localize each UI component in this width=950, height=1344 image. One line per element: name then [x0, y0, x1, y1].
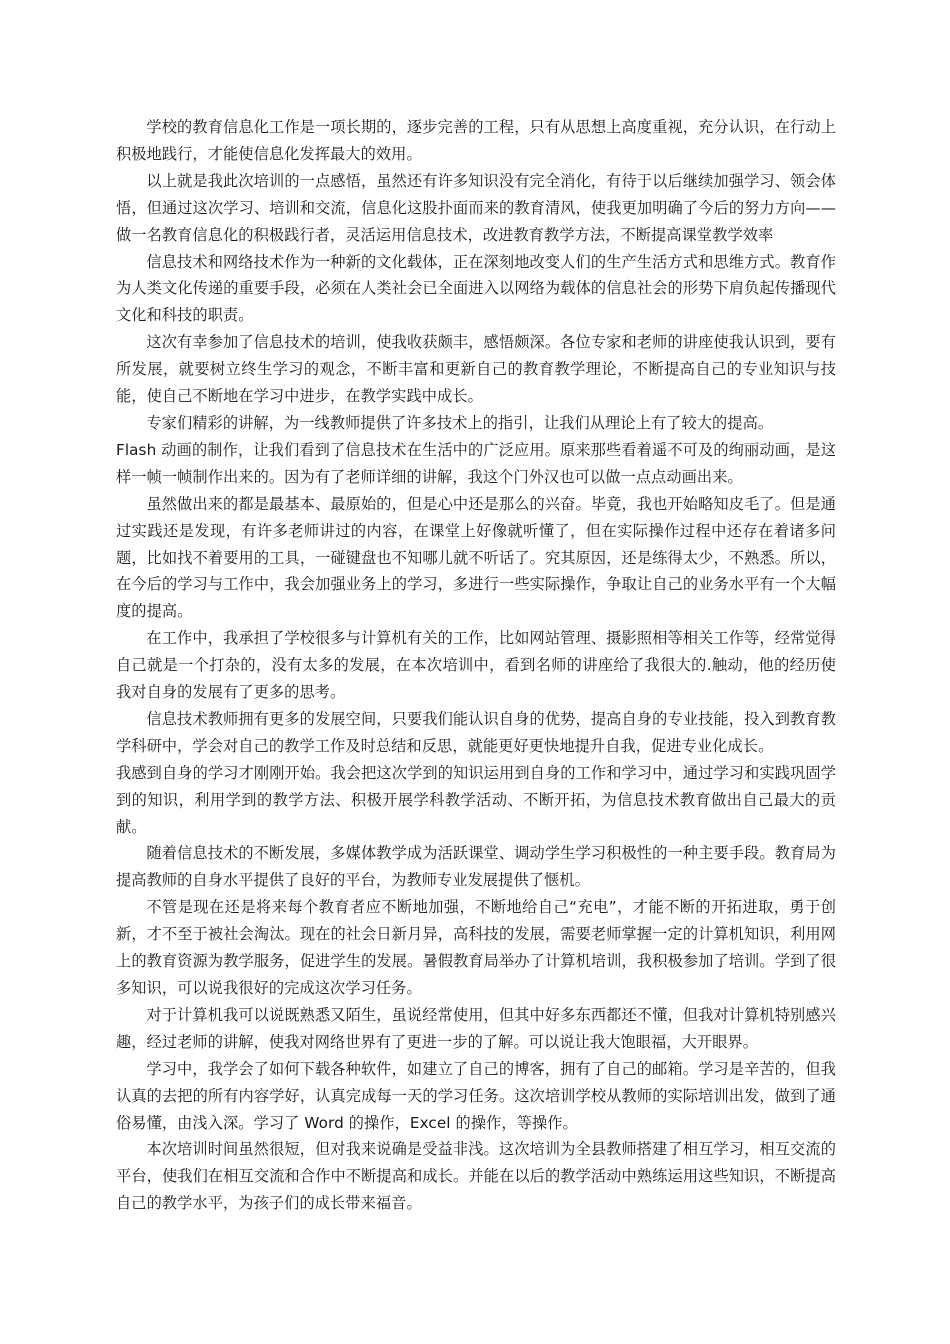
paragraph: 专家们精彩的讲解，为一线教师提供了许多技术上的指引，让我们从理论上有了较大的提高。 — [146, 413, 774, 432]
paragraph: 本次培训时间虽然很短，但对我来说确是受益非浅。这次培训为全县教师搭建了相互学习，相互交流的平台，使我们在相互交流和合作中不断提高和成长。并能在以后的教学活动中熟练运用这些知识，不断提高自己的教学水平，为孩子们的成长带来福音。 — [116, 1140, 836, 1213]
paragraph: 我感到自身的学习才刚刚开始。我会把这次学到的知识运用到自身的工作和学习中，通过学习和实践巩固学到的知识，利用学到的教学方法、积极开展学科教学活动、不断开拓，为信息技术教育做出自己最大的贡献。 — [116, 763, 836, 836]
paragraph: 学习中，我学会了如何下载各种软件，如建立了自己的博客，拥有了自己的邮箱。学习是辛苦的，但我认真的去把的所有内容学好，认真完成每一天的学习任务。这次培训学校从教师的实际培训出发，做到了通俗易懂，由浅入深。学习了 Word 的操作，Excel 的操作，等操作。 — [116, 1059, 836, 1132]
paragraph: 在工作中，我承担了学校很多与计算机有关的工作，比如网站管理、摄影照相等相关工作等，经常觉得自己就是一个打杂的，没有太多的发展，在本次培训中，看到名师的讲座给了我很大的.触动，他的经历使我对自身的发展有了更多的思考。 — [116, 629, 836, 702]
paragraph: 对于计算机我可以说既熟悉又陌生，虽说经常使用，但其中好多东西都还不懂，但我对计算机特别感兴趣，经过老师的讲解，使我对网络世界有了更进一步的了解。可以说让我大饱眼福，大开眼界。 — [116, 1005, 836, 1051]
paragraph: 以上就是我此次培训的一点感悟，虽然还有许多知识没有完全消化，有待于以后继续加强学习、领会体悟，但通过这次学习、培训和交流，信息化这股扑面而来的教育清风，使我更加明确了今后的努力方向——做一名教育信息化的积极践行者，灵活运用信息技术，改进教育教学方法，不断提高课堂教学效率 — [116, 171, 836, 244]
paragraph: 不管是现在还是将来每个教育者应不断地加强，不断地给自己“充电”，才能不断的开拓进取，勇于创新，才不至于被社会淘汰。现在的社会日新月异，高科技的发展，需要老师掌握一定的计算机知识，利用网上的教育资源为教学服务，促进学生的发展。暑假教育局举办了计算机培训，我积极参加了培训。学到了很多知识，可以说我很好的完成这次学习任务。 — [116, 898, 836, 997]
paragraph: Flash 动画的制作，让我们看到了信息技术在生活中的广泛应用。原来那些看着遥不可及的绚丽动画，是这样一帧一帧制作出来的。因为有了老师详细的讲解，我这个门外汉也可以做一点点动画出来。 — [116, 440, 836, 486]
paragraph: 信息技术教师拥有更多的发展空间，只要我们能认识自身的优势，提高自身的专业技能，投入到教育教学科研中，学会对自己的教学工作及时总结和反思，就能更好更快地提升自我，促进专业化成长。 — [116, 709, 836, 755]
paragraph: 这次有幸参加了信息技术的培训，使我收获颇丰，感悟颇深。各位专家和老师的讲座使我认识到，要有所发展，就要树立终生学习的观念，不断丰富和更新自己的教育教学理论，不断提高自己的专业知识与技能，使自己不断地在学习中进步，在教学实践中成长。 — [116, 333, 836, 406]
paragraph: 虽然做出来的都是最基本、最原始的，但是心中还是那么的兴奋。毕竟，我也开始略知皮毛了。但是通过实践还是发现，有许多老师讲过的内容，在课堂上好像就听懂了，但在实际操作过程中还存在着诸多问题，比如找不着要用的工具，一碰键盘也不知哪儿就不听话了。究其原因，还是练得太少，不熟悉。所以，在今后的学习与工作中，我会加强业务上的学习，多进行一些实际操作，争取让自己的业务水平有一个大幅度的提高。 — [116, 494, 836, 621]
paragraph: 随着信息技术的不断发展，多媒体教学成为活跃课堂、调动学生学习积极性的一种主要手段。教育局为提高教师的自身水平提供了良好的平台，为教师专业发展提供了惬机。 — [116, 844, 836, 890]
document-page — [116, 114, 836, 1217]
paragraph: 学校的教育信息化工作是一项长期的，逐步完善的工程，只有从思想上高度重视，充分认识，在行动上积极地践行，才能使信息化发挥最大的效用。 — [116, 118, 836, 163]
paragraph: 信息技术和网络技术作为一种新的文化载体，正在深刻地改变人们的生产生活方式和思维方式。教育作为人类文化传递的重要手段，必须在人类社会已全面进入以网络为载体的信息社会的形势下肩负起传播现代文化和科技的职责。 — [116, 252, 836, 325]
